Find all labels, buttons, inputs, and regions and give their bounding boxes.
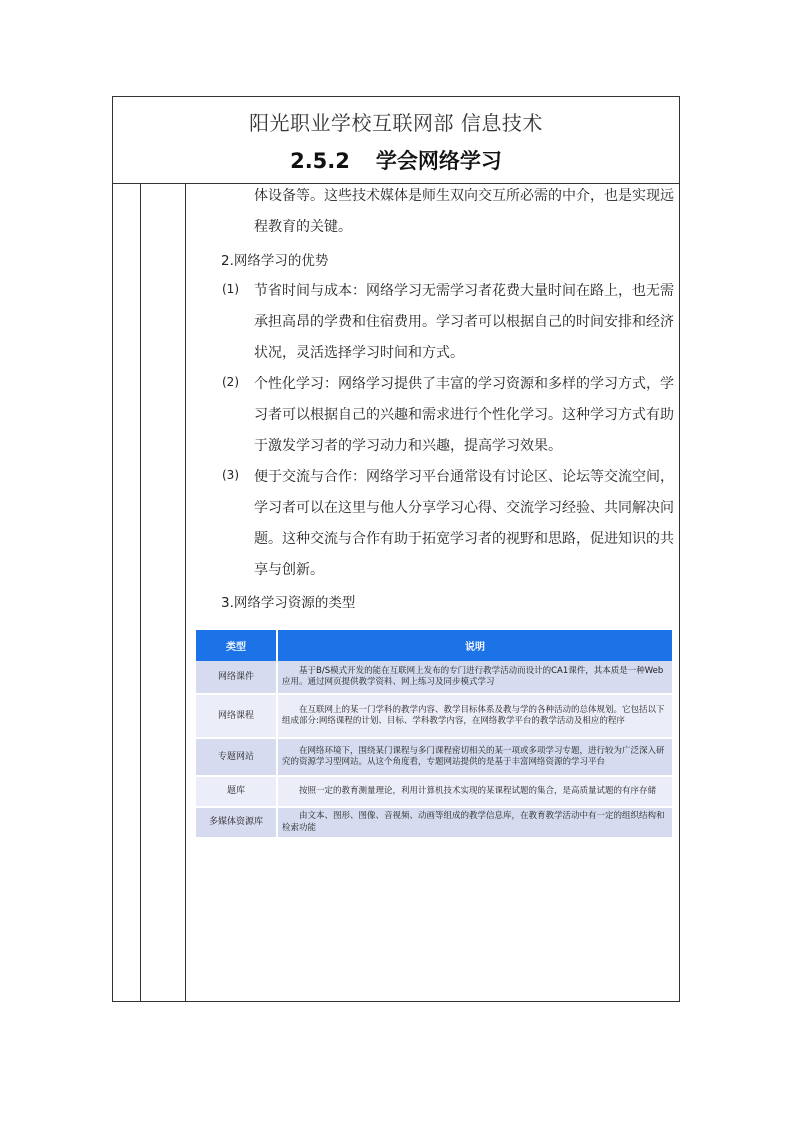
item-line: 便于交流与合作：网络学习平台通常设有讨论区、论坛等交流空间， bbox=[254, 469, 674, 485]
cell-type: 多媒体资源库 bbox=[196, 807, 277, 838]
column-divider-2 bbox=[185, 183, 186, 1001]
section-title: 学会网络学习 bbox=[375, 149, 502, 173]
table-row bbox=[196, 661, 673, 694]
intro-line: 体设备等。这些技术媒体是师生双向交互所必需的中介，也是实现远 bbox=[254, 188, 674, 204]
item-line: 个性化学习：网络学习提供了丰富的学习资源和多样的学习方式，学 bbox=[254, 376, 674, 392]
item-number: (3) bbox=[222, 468, 239, 482]
school-line: 阳光职业学校互联网部 信息技术 bbox=[249, 111, 543, 135]
desc-text: 基于B/S模式开发的能在互联网上发布的专门进行教学活动而设计的CA1课件，其本质是一种Web应用。通过网页提供教学资料、网上练习及同步模式学习 bbox=[282, 665, 664, 687]
section-heading: 2.网络学习的优势 bbox=[221, 253, 329, 269]
cell-desc bbox=[277, 694, 673, 738]
cell-desc bbox=[277, 661, 673, 694]
section-heading: 3.网络学习资源的类型 bbox=[221, 595, 356, 611]
cell-type: 专题网站 bbox=[196, 738, 277, 776]
intro-line: 程教育的关键。 bbox=[254, 219, 352, 235]
item-line: 学习者可以在这里与他人分享学习心得、交流学习经验、共同解决问 bbox=[254, 500, 674, 516]
header-row bbox=[113, 97, 679, 184]
header-desc: 说明 bbox=[277, 630, 673, 661]
table-row bbox=[196, 694, 673, 738]
resource-table bbox=[196, 630, 674, 839]
lesson-frame bbox=[112, 96, 680, 1002]
item-number: (1) bbox=[222, 282, 239, 296]
desc-text: 由文本、图形、图像、音视频、动画等组成的教学信息库，在教育教学活动中有一定的组织结构和检索功能 bbox=[282, 811, 665, 833]
lesson-title bbox=[113, 145, 679, 175]
cell-type: 题库 bbox=[196, 776, 277, 807]
item-line: 节省时间与成本：网络学习无需学习者花费大量时间在路上，也无需 bbox=[254, 283, 674, 299]
cell-desc bbox=[277, 738, 673, 776]
item-number: (2) bbox=[222, 375, 239, 389]
cell-desc bbox=[277, 807, 673, 838]
item-line: 于激发学习者的学习动力和兴趣，提高学习效果。 bbox=[254, 438, 562, 454]
cell-type: 网络课程 bbox=[196, 694, 277, 738]
column-divider-1 bbox=[140, 183, 141, 1001]
item-line: 承担高昂的学费和住宿费用。学习者可以根据自己的时间安排和经济 bbox=[254, 314, 674, 330]
table-header-row bbox=[196, 630, 673, 661]
table-row bbox=[196, 776, 673, 807]
table-row bbox=[196, 807, 673, 838]
desc-text: 在网络环境下，围绕某门课程与多门课程密切相关的某一项或多项学习专题，进行较为广泛深入研究的资源学习型网站。从这个角度看，专题网站提供的是基于丰富网络资源的学习平台 bbox=[282, 745, 665, 767]
cell-desc bbox=[277, 776, 673, 807]
item-line: 状况，灵活选择学习时间和方式。 bbox=[254, 345, 464, 361]
item-line: 题。这种交流与合作有助于拓宽学习者的视野和思路，促进知识的共 bbox=[254, 531, 674, 547]
item-line: 享与创新。 bbox=[254, 562, 324, 578]
cell-type: 网络课件 bbox=[196, 661, 277, 694]
section-number: 2.5.2 bbox=[290, 149, 350, 173]
desc-text: 在互联网上的某一门学科的教学内容、教学目标体系及教与学的各种活动的总体规划。它包括以下组成部分:网络课程的计划、目标、学科教学内容，在网络教学平台的教学活动及相应的程序 bbox=[282, 704, 665, 726]
desc-text: 按照一定的教育测量理论，利用计算机技术实现的某课程试题的集合，是高质量试题的有序存储 bbox=[299, 785, 657, 796]
item-line: 习者可以根据自己的兴趣和需求进行个性化学习。这种学习方式有助 bbox=[254, 407, 674, 423]
table-row bbox=[196, 738, 673, 776]
header-type: 类型 bbox=[196, 630, 277, 661]
